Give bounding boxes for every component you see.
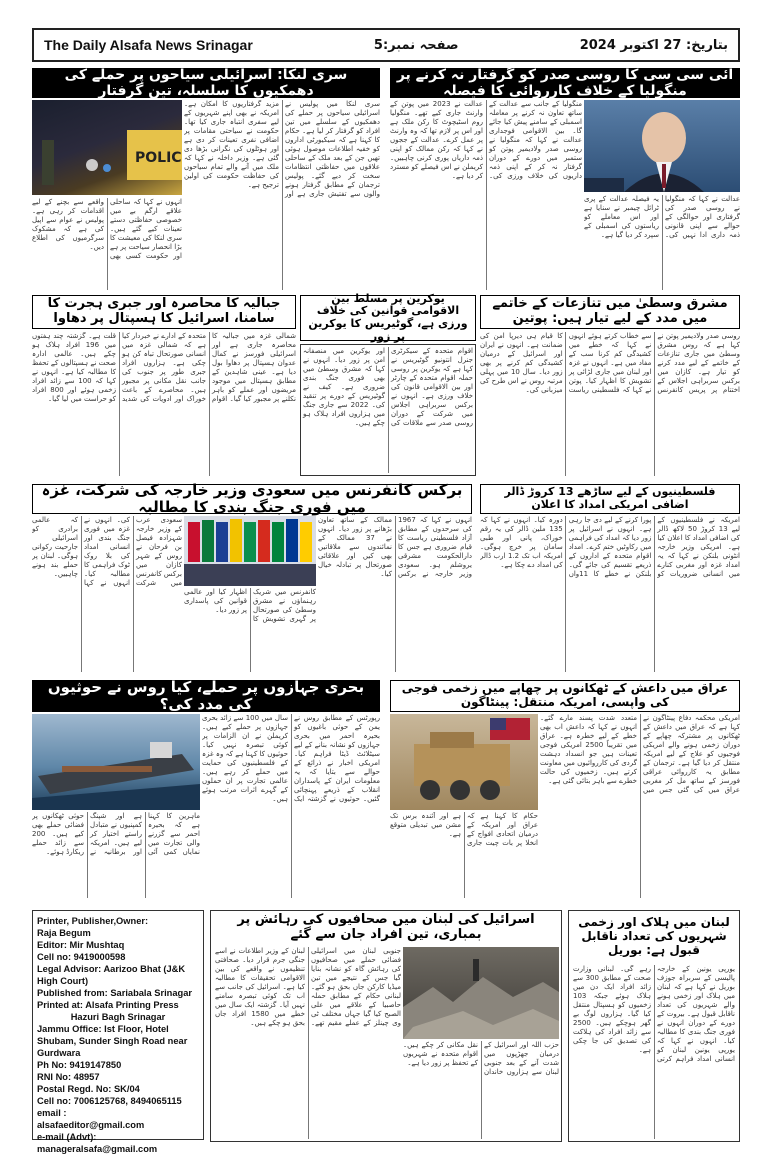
imprint-line7: Printed at: Alsafa Printing Press — [37, 1000, 179, 1010]
ukraine-text: اقوام متحدہ کے سیکرٹری جنرل انتونیو گوٹیریس نے کہا ہے کہ یوکرین پر روسی حملہ اقوام متحدہ کے چارٹر اور بین الاقوامی قانون کی خلاف ورزی ہے۔ انہوں نے برکس سربراہی اجلاس میں شرکت کے دوران روسی صدر سے ملاقات کی اور یوکرین میں منصفانہ امن پر زور دیا۔ انہوں نے کہا کہ مشرق وسطیٰ میں بھی فوری جنگ بندی ضروری ہے۔ کیف نے گوٹیریس کے دورے پر تنقید کی۔ 2022 سے جاری جنگ میں ہزاروں افراد ہلاک ہو چکے ہیں۔ — [300, 344, 476, 476]
journalists-text-right: حزب اللہ اور اسرائیل کے درمیان جھڑپوں میں شدت آنے کے بعد جنوبی لبنان سے ہزاروں خاندان نقل مکانی کر چکے ہیں۔ اقوام متحدہ نے شہریوں کے تحفظ پر زور دیا ہے۔ — [403, 1041, 559, 1076]
imprint-line10: Ph No: 9419147850 — [37, 1060, 122, 1070]
us-aid-text: امریکہ نے فلسطینیوں کے لیے 13 کروڑ 50 لاکھ ڈالر کی اضافی امداد کا اعلان کیا ہے۔ امریکی وزیر خارجہ انٹونی بلنکن نے کہا کہ یہ امداد غزہ اور مغربی کنارے میں انسانی ضروریات کو پورا کرنے کے لیے دی جا رہی ہے۔ انہوں نے اسرائیل پر زور دیا کہ امداد کی فراہمی میں رکاوٹیں ختم کرے۔ امداد اقوام متحدہ کے اداروں کے ذریعے تقسیم کی جائے گی۔ بلنکن نے خطے کا 11واں دورہ کیا۔ انہوں نے کہا کہ 135 ملین ڈالر کی یہ رقم خوراک، پانی اور طبی سامان پر خرچ ہوگی۔ امریکہ اب تک 1.2 ارب ڈالر کی امداد دے چکا ہے۔ — [480, 516, 740, 578]
iraq-text-left: حکام کا کہنا ہے کہ عراق اور امریکہ کے درمیان اتحادی افواج کے انخلا پر بات چیت جاری ہے اور آئندہ برس تک مشن میں تبدیلی متوقع ہے۔ — [390, 812, 538, 847]
srilanka-text-left: انہوں نے کہا کہ ساحلی علاقے ارگم بے میں خصوصی حفاظتی دستے تعینات کیے گئے ہیں۔ سری لنکا کی معیشت کا بڑا انحصار سیاحت پر ہے اور حکومت کسی بھی واقعے سے بچنے کے لیے اقدامات کر رہی ہے۔ پولیس نے عوام سے اپیل کی ہے کہ مشکوک سرگرمیوں کی اطلاع دیں۔ — [32, 198, 182, 260]
icc-text-right: عدالت نے کہا کہ منگولیا نے روسی صدر کی گرفتاری اور حوالگی کے حوالے سے اپنی قانونی ذمہ داری ادا نہیں کی۔ یہ فیصلہ عدالت کے پری ٹرائل چیمبر نے سنایا ہے اور اس معاملے کو ریاستوں کی اسمبلی کے سپرد کر دیا گیا ہے۔ — [584, 195, 740, 239]
headline-icc: آئی سی سی کا روسی صدر کو گرفتار نہ کرنے پر منگولیا کے خلاف کارروائی کا فیصلہ — [390, 68, 740, 98]
imprint-line4: Cell no: 9419000598 — [37, 952, 126, 962]
imprint-line5: Legal Advisor: Aarizoo Bhat (J&K High Court) — [37, 964, 186, 986]
imprint-box — [32, 910, 204, 1154]
imprint-line12: Postal Regd. No: SK/04 — [37, 1084, 140, 1094]
imprint-line11: RNI No: 48957 — [37, 1072, 100, 1082]
imprint-line17: manageralsafa@gmail.com — [37, 1144, 158, 1154]
police-photo — [32, 100, 182, 195]
brics-text-center: کانفرنس میں شریک رہنماؤں نے مشرق وسطیٰ کی صورتحال پر گہری تشویش کا اظہار کیا اور عالمی قوانین کی پاسداری پر زور دیا۔ — [184, 588, 316, 623]
srilanka-text-right: سری لنکا میں پولیس نے اسرائیلی سیاحوں پر حملے کی دھمکیوں کے سلسلے میں تین افراد کو گرفتار کر لیا ہے۔ حکام کا کہنا ہے کہ سیکیورٹی اداروں کو خفیہ اطلاعات موصول ہوئی تھیں جن کے بعد ملک کے ساحلی علاقوں میں حفاظتی انتظامات سخت کر دیے گئے۔ پولیس ترجمان کے مطابق گرفتار ہونے والوں سے تفتیش جاری ہے اور مزید گرفتاریوں کا امکان ہے۔ امریکہ نے بھی اپنے شہریوں کے لیے سفری انتباہ جاری کیا تھا۔ حکومت نے سیاحتی مقامات پر اضافی نفری تعینات کر دی ہے اور ہوٹلوں کی نگرانی بڑھا دی گئی ہے۔ وزیر داخلہ نے کہا کہ ملک میں آنے والے تمام سیاحوں کی حفاظت حکومت کی اولین ترجیح ہے۔ — [184, 100, 380, 198]
imprint-line8: Hazuri Bagh Srinagar — [70, 1012, 166, 1022]
borrell-article — [568, 910, 740, 1142]
ship-photo — [32, 714, 200, 810]
headline-journalists: اسرائیل کی لبنان میں صحافیوں کی رہائش پر بمباری، تین افراد جان سے گئے — [211, 911, 561, 945]
imprint-line2: Raja Begum — [37, 928, 91, 938]
svg-text:POLIC: POLIC — [135, 150, 182, 166]
jabalia-text: شمالی غزہ میں جبالیہ کا محاصرہ جاری ہے اور اسرائیلی فورسز نے کمال عدوان ہسپتال پر دھاوا بول دیا ہے۔ عینی شاہدین کے مطابق ہسپتال میں موجود مریضوں اور عملے کو باہر نکلنے پر مجبور کیا گیا۔ اقوام متحدہ کے ادارے نے خبردار کیا ہے کہ شمالی غزہ میں انسانی صورتحال تباہ کن ہو چکی ہے۔ ہزاروں افراد جبری طور پر جنوب کی جانب نقل مکانی پر مجبور ہیں۔ محاصرے کے باعث خوراک اور ادویات کی شدید قلت ہے۔ گزشتہ چند ہفتوں میں 196 افراد ہلاک ہو چکے ہیں۔ عالمی ادارہ صحت نے ہسپتالوں کے تحفظ کا مطالبہ کیا ہے۔ انہوں نے کہا کہ 100 سے زائد افراد زخمی ہوئے اور 800 افراد کو حراست میں لیا گیا۔ — [32, 332, 296, 403]
headline-us-aid: فلسطینیوں کے لیے ساڑھے 13 کروڑ ڈالر اضافی امریکی امداد کا اعلان — [480, 484, 740, 514]
headline-brics: برکس کانفرنس میں سعودی وزیر خارجہ کی شرکت، غزہ میں فوری جنگ بندی کا مطالبہ — [32, 484, 472, 514]
imprint-line14: email : — [37, 1108, 67, 1118]
headline-srilanka: سری لنکا: اسرائیلی سیاحوں پر حملے کی دھمکیوں کا سلسلہ، تین گرفتار — [32, 68, 380, 98]
putin-photo — [584, 100, 740, 192]
headline-iraq: عراق میں داعش کے ٹھکانوں پر چھاپے میں زخمی فوجی کی واپسی، امریکہ منتقل: پینٹاگون — [390, 680, 740, 712]
putin-mideast-text: روسی صدر ولادیمیر پوتن نے کہا ہے کہ روس مشرق وسطیٰ میں جاری تنازعات کے خاتمے کے لیے مدد کرنے کو تیار ہے۔ کازان میں برکس سربراہی اجلاس کے اختتام پر پریس کانفرنس سے خطاب کرتے ہوئے انہوں نے کہا کہ خطے میں کشیدگی کم کرنا سب کے مفاد میں ہے۔ انہوں نے غزہ اور لبنان میں جاری لڑائی پر تشویش کا اظہار کیا۔ پوتن نے کہا کہ فلسطینی ریاست کا قیام ہی دیرپا امن کی ضمانت ہے۔ انہوں نے ایران اور اسرائیل کے درمیان کشیدگی کم کرنے پر بھی زور دیا۔ سال 10 میں پہلی مرتبہ روس نے اس طرح کی میزبانی کی۔ — [480, 332, 740, 394]
imprint-line9: Jammu Office: Ist Floor, Hotel Shubam, Sunder Singh Road near Gurdwara — [37, 1024, 188, 1058]
houthis-text-left: ماہرین کا کہنا ہے کہ بحیرہ احمر سے گزرنے والی تجارت میں نمایاں کمی آئی ہے اور شپنگ کمپنیوں نے متبادل راستے اختیار کر لیے ہیں۔ امریکہ اور برطانیہ نے حوثی ٹھکانوں پر فضائی حملے بھی کیے ہیں۔ 200 سے زائد حملے ریکارڈ ہوئے۔ — [32, 812, 200, 856]
imprint-line15: alsafaeditor@gmail.com — [37, 1120, 145, 1130]
imprint-line6: Published from: Sariabala Srinagar — [37, 988, 192, 998]
military-vehicle-photo — [390, 714, 538, 810]
imprint-line3: Editor: Mir Mushtaq — [37, 940, 125, 950]
lebanon-journalists-article — [210, 910, 562, 1142]
brics-text-right: انہوں نے کہا کہ 1967 کی سرحدوں کے مطابق آزاد فلسطینی ریاست کا قیام ضروری ہے جس کا دارالحکومت مشرقی یروشلم ہو۔ سعودی وزیر خارجہ نے برکس ممالک کے ساتھ تعاون بڑھانے پر زور دیا۔ انہوں نے 37 ممالک کے نمائندوں سے ملاقاتیں بھی کیں اور علاقائی صورتحال پر تبادلہ خیال کیا۔ — [318, 516, 472, 578]
iraq-text-right: امریکی محکمہ دفاع پینٹاگون نے کہا ہے کہ عراق میں داعش کے ٹھکانوں پر مشترکہ چھاپے کے دوران زخمی ہونے والے امریکی فوجیوں کو علاج کے لیے امریکہ منتقل کر دیا گیا ہے۔ ترجمان کے مطابق یہ کارروائی عراقی فورسز کے ساتھ مل کر مغربی عراق میں کی گئی جس میں متعدد شدت پسند مارے گئے۔ انہوں نے کہا کہ داعش اب بھی خطے کے لیے خطرہ ہے۔ عراق میں تقریباً 2500 امریکی فوجی تعینات ہیں جو انسداد دہشت گردی کی کارروائیوں میں معاونت کرتے ہیں۔ زخمیوں کی حالت خطرے سے باہر بتائی گئی ہے۔ — [540, 714, 740, 794]
houthis-text-right: رپورٹس کے مطابق روس نے یمن کے حوثی باغیوں کو بحیرہ احمر میں بحری جہازوں کو نشانہ بنانے کے لیے سیٹلائٹ ڈیٹا فراہم کیا۔ امریکی اخبار نے ذرائع کے حوالے سے بتایا کہ یہ معلومات ایران کے پاسداران انقلاب کے ذریعے پہنچائی گئیں۔ حوثیوں نے گزشتہ ایک سال میں 100 سے زائد بحری جہازوں پر حملے کیے ہیں۔ کریملن نے ان الزامات پر کوئی تبصرہ نہیں کیا۔ حوثیوں کا کہنا ہے کہ وہ غزہ کے فلسطینیوں کی حمایت میں حملے کر رہے ہیں۔ عالمی تجارت پر ان حملوں کے گہرے اثرات مرتب ہوئے ہیں۔ — [202, 714, 380, 803]
headline-borrell: لبنان میں ہلاک اور زخمی شہریوں کی تعداد ناقابل قبول ہے: بوریل — [569, 911, 739, 963]
headline-jabalia: جبالیہ کا محاصرہ اور جبری ہجرت کا سامنا، اسرائیل کا ہسپتال پر دھاوا — [32, 295, 296, 329]
borrell-text: یورپی یونین کے خارجہ پالیسی کے سربراہ جوزف بوریل نے کہا ہے کہ لبنان میں ہلاک اور زخمی ہونے والے شہریوں کی تعداد ناقابل قبول ہے۔ بیروت کے دورے کے دوران انہوں نے فوری جنگ بندی کا مطالبہ کیا۔ انہوں نے کہا کہ یورپی یونین لبنان کو انسانی امداد فراہم کرتی رہے گی۔ لبنانی وزارت صحت کے مطابق 300 سے زائد افراد ایک دن میں ہلاک ہوئے جبکہ 103 زخمیوں کو ہسپتال منتقل کیا گیا۔ ہزاروں لوگ بے گھر ہوچکے ہیں۔ 2500 سے زائد افراد کی ہلاکت کی تصدیق کی جا چکی ہے۔ — [573, 965, 735, 1063]
headline-houthis: بحری جہازوں پر حملے، کیا روس نے حوثیوں کی مدد کی؟ — [32, 680, 380, 712]
imprint-line16: e-mail (Advt): — [37, 1132, 97, 1142]
issue-date: بتاریخ: 27 اکتوبر 2024 — [579, 37, 728, 53]
page-number: صفحہ نمبر:5 — [373, 37, 459, 53]
masthead — [32, 28, 740, 62]
brics-flags-photo — [184, 516, 316, 586]
imprint-line1: Printer, Publisher,Owner: — [37, 916, 149, 926]
brics-text-left: سعودی عرب کے وزیر خارجہ شہزادہ فیصل بن فرحان نے روس کے شہر کازان میں برکس کانفرنس میں شرکت کی۔ انہوں نے غزہ میں فوری جنگ بندی اور انسانی امداد کی بلا روک ٹوک فراہمی کا مطالبہ کیا۔ انہوں نے کہا کہ عالمی برادری کو اسرائیلی جارحیت رکوانی ہوگی۔ لبنان پر حملے بند ہونے چاہییں۔ — [32, 516, 182, 587]
journalists-text-left: جنوبی لبنان میں اسرائیلی فضائی حملے میں صحافیوں کی رہائش گاہ کو نشانہ بنایا گیا جس کے نتیجے میں تین میڈیا کارکن جاں بحق ہو گئے۔ لبنانی حکام کے مطابق حملہ حاصبیا کے علاقے میں علی الصبح کیا گیا جہاں مختلف ٹی وی چینلز کے عملے مقیم تھے۔ لبنان کے وزیر اطلاعات نے اسے جنگی جرم قرار دیا۔ صحافتی تنظیموں نے واقعے کی بین الاقوامی تحقیقات کا مطالبہ کیا ہے۔ اسرائیل کی جانب سے اب تک کوئی تبصرہ سامنے نہیں آیا۔ گزشتہ ایک سال میں خطے میں 1580 افراد جاں بحق ہو چکے ہیں۔ — [215, 947, 401, 1027]
icc-text-left: منگولیا کے جانب سے عدالت کے ساتھ تعاون نہ کرنے پر معاملہ اسمبلی کے سامنے پیش کیا جائے گا۔ بین الاقوامی فوجداری عدالت نے کہا کہ منگولیا نے روسی صدر ولادیمیر پوتن کو ستمبر میں دورے کے دوران گرفتار نہ کر کے اپنی ذمہ داریوں کی خلاف ورزی کی۔ عدالت نے 2023 میں پوتن کے وارنٹ جاری کیے تھے۔ منگولیا روم اسٹیچوٹ کا رکن ملک ہے اور اس پر لازم تھا کہ وہ وارنٹ پر عمل کرے۔ عدالت کے ججوں نے کہا کہ رکن ممالک کو اپنی ذمہ داریاں پوری کرنی چاہییں۔ کریملن نے اس فیصلے کو مسترد کر دیا ہے۔ — [390, 100, 582, 180]
imprint-line13: Cell no: 7006125768, 8494065115 — [37, 1096, 182, 1106]
rubble-photo — [403, 947, 559, 1039]
headline-putin-mideast: مشرق وسطیٰ میں تنازعات کے خاتمے میں مدد کے لیے تیار ہیں: پوتین — [480, 295, 740, 329]
headline-ukraine: یوکرین پر مسلط بین الاقوامی قوانین کی خلاف ورزی ہے، گوٹیریس کا یوکرین پر زور — [300, 295, 476, 341]
newspaper-name: The Daily Alsafa News Srinagar — [44, 37, 253, 53]
